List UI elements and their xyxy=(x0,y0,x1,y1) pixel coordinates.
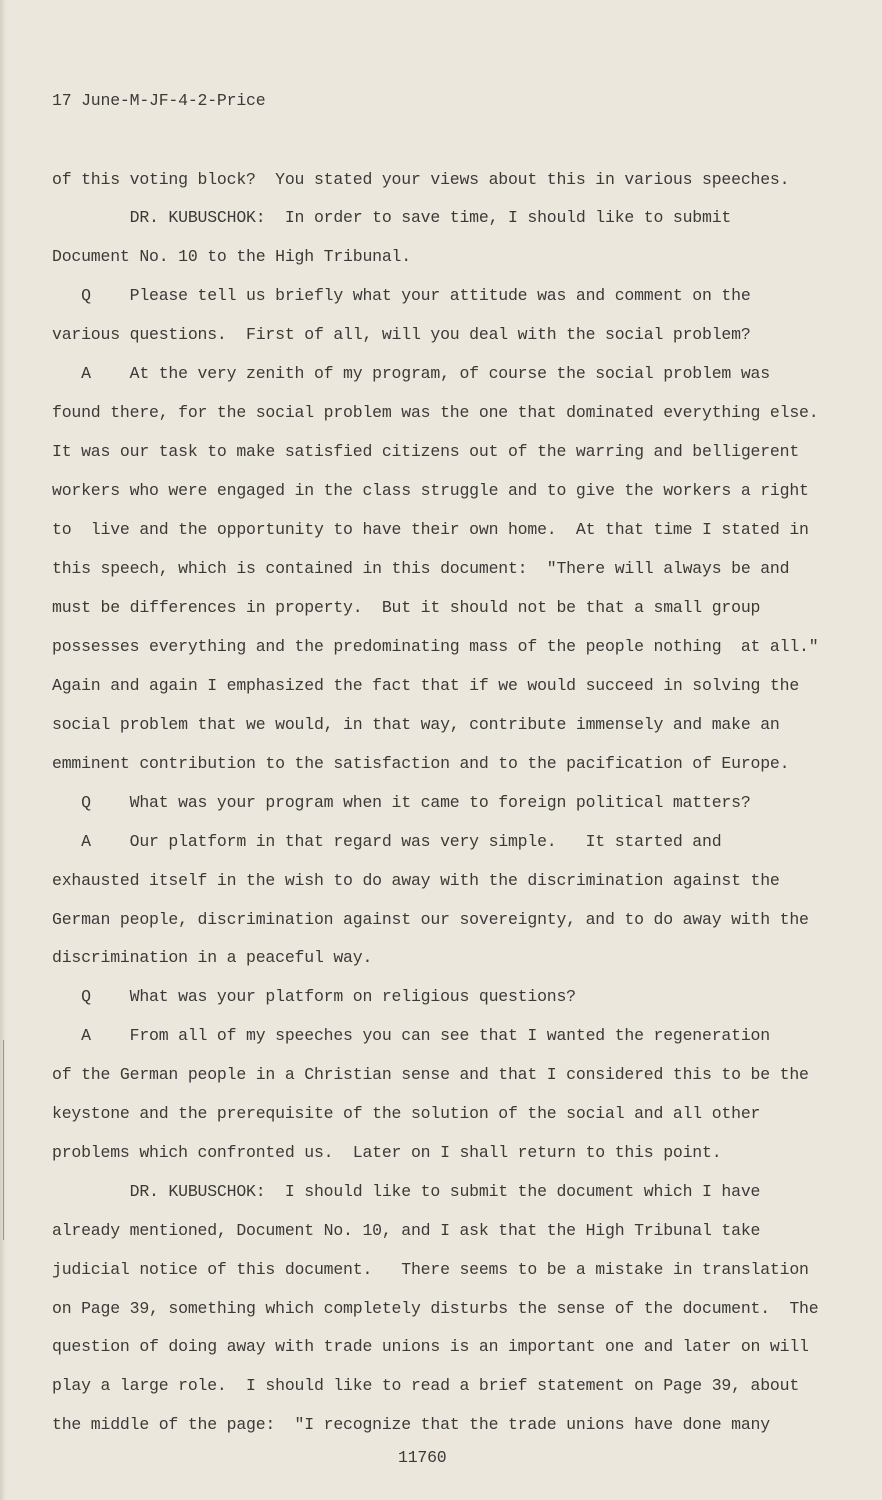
text-line: of the German people in a Christian sense and that I considered this to be the xyxy=(52,1065,809,1084)
text-line: play a large role. I should like to read a brief statement on Page 39, about xyxy=(52,1376,800,1395)
text-line: Again and again I emphasized the fact that if we would succeed in solving the xyxy=(52,676,800,695)
page-edge xyxy=(0,0,6,1500)
text-line: It was our task to make satisfied citizens out of the warring and belligerent xyxy=(52,442,800,461)
page-number: 11760 xyxy=(398,1448,447,1467)
text-line: discrimination in a peaceful way. xyxy=(52,948,373,967)
text-line: A At the very zenith of my program, of course the social problem was xyxy=(52,364,770,383)
text-line: Q What was your platform on religious questions? xyxy=(52,987,576,1006)
text-line: must be differences in property. But it should not be that a small group xyxy=(52,598,761,617)
text-line: Q Please tell us briefly what your attitude was and comment on the xyxy=(52,286,751,305)
text-line: of this voting block? You stated your views about this in various speeches. xyxy=(52,170,790,189)
text-line: possesses everything and the predominating mass of the people nothing at all." xyxy=(52,637,819,656)
text-line: this speech, which is contained in this document: "There will always be and xyxy=(52,559,790,578)
text-line: A From all of my speeches you can see that I wanted the regeneration xyxy=(52,1026,770,1045)
text-line: the middle of the page: "I recognize that the trade unions have done many xyxy=(52,1415,770,1434)
text-line: DR. KUBUSCHOK: In order to save time, I should like to submit xyxy=(52,208,732,227)
text-line: German people, discrimination against our sovereignty, and to do away with the xyxy=(52,910,809,929)
text-line: found there, for the social problem was the one that dominated everything else. xyxy=(52,403,819,422)
text-line: emminent contribution to the satisfaction and to the pacification of Europe. xyxy=(52,754,790,773)
text-line: already mentioned, Document No. 10, and I ask that the High Tribunal take xyxy=(52,1221,761,1240)
text-line: Q What was your program when it came to foreign political matters? xyxy=(52,793,751,812)
page-header: 17 June-M-JF-4-2-Price xyxy=(52,91,266,110)
text-line: question of doing away with trade unions is an important one and later on will xyxy=(52,1337,809,1356)
margin-mark xyxy=(3,1040,4,1240)
text-line: A Our platform in that regard was very simple. It started and xyxy=(52,832,722,851)
text-line: keystone and the prerequisite of the solution of the social and all other xyxy=(52,1104,761,1123)
text-line: to live and the opportunity to have their own home. At that time I stated in xyxy=(52,520,809,539)
text-line: exhausted itself in the wish to do away with the discrimination against the xyxy=(52,871,780,890)
text-line: judicial notice of this document. There seems to be a mistake in translation xyxy=(52,1260,809,1279)
text-line: workers who were engaged in the class struggle and to give the workers a right xyxy=(52,481,809,500)
text-line: on Page 39, something which completely disturbs the sense of the document. The xyxy=(52,1299,819,1318)
text-line: DR. KUBUSCHOK: I should like to submit the document which I have xyxy=(52,1182,761,1201)
text-line: problems which confronted us. Later on I shall return to this point. xyxy=(52,1143,722,1162)
text-line: various questions. First of all, will you deal with the social problem? xyxy=(52,325,751,344)
text-line: Document No. 10 to the High Tribunal. xyxy=(52,247,411,266)
text-line: social problem that we would, in that way, contribute immensely and make an xyxy=(52,715,780,734)
